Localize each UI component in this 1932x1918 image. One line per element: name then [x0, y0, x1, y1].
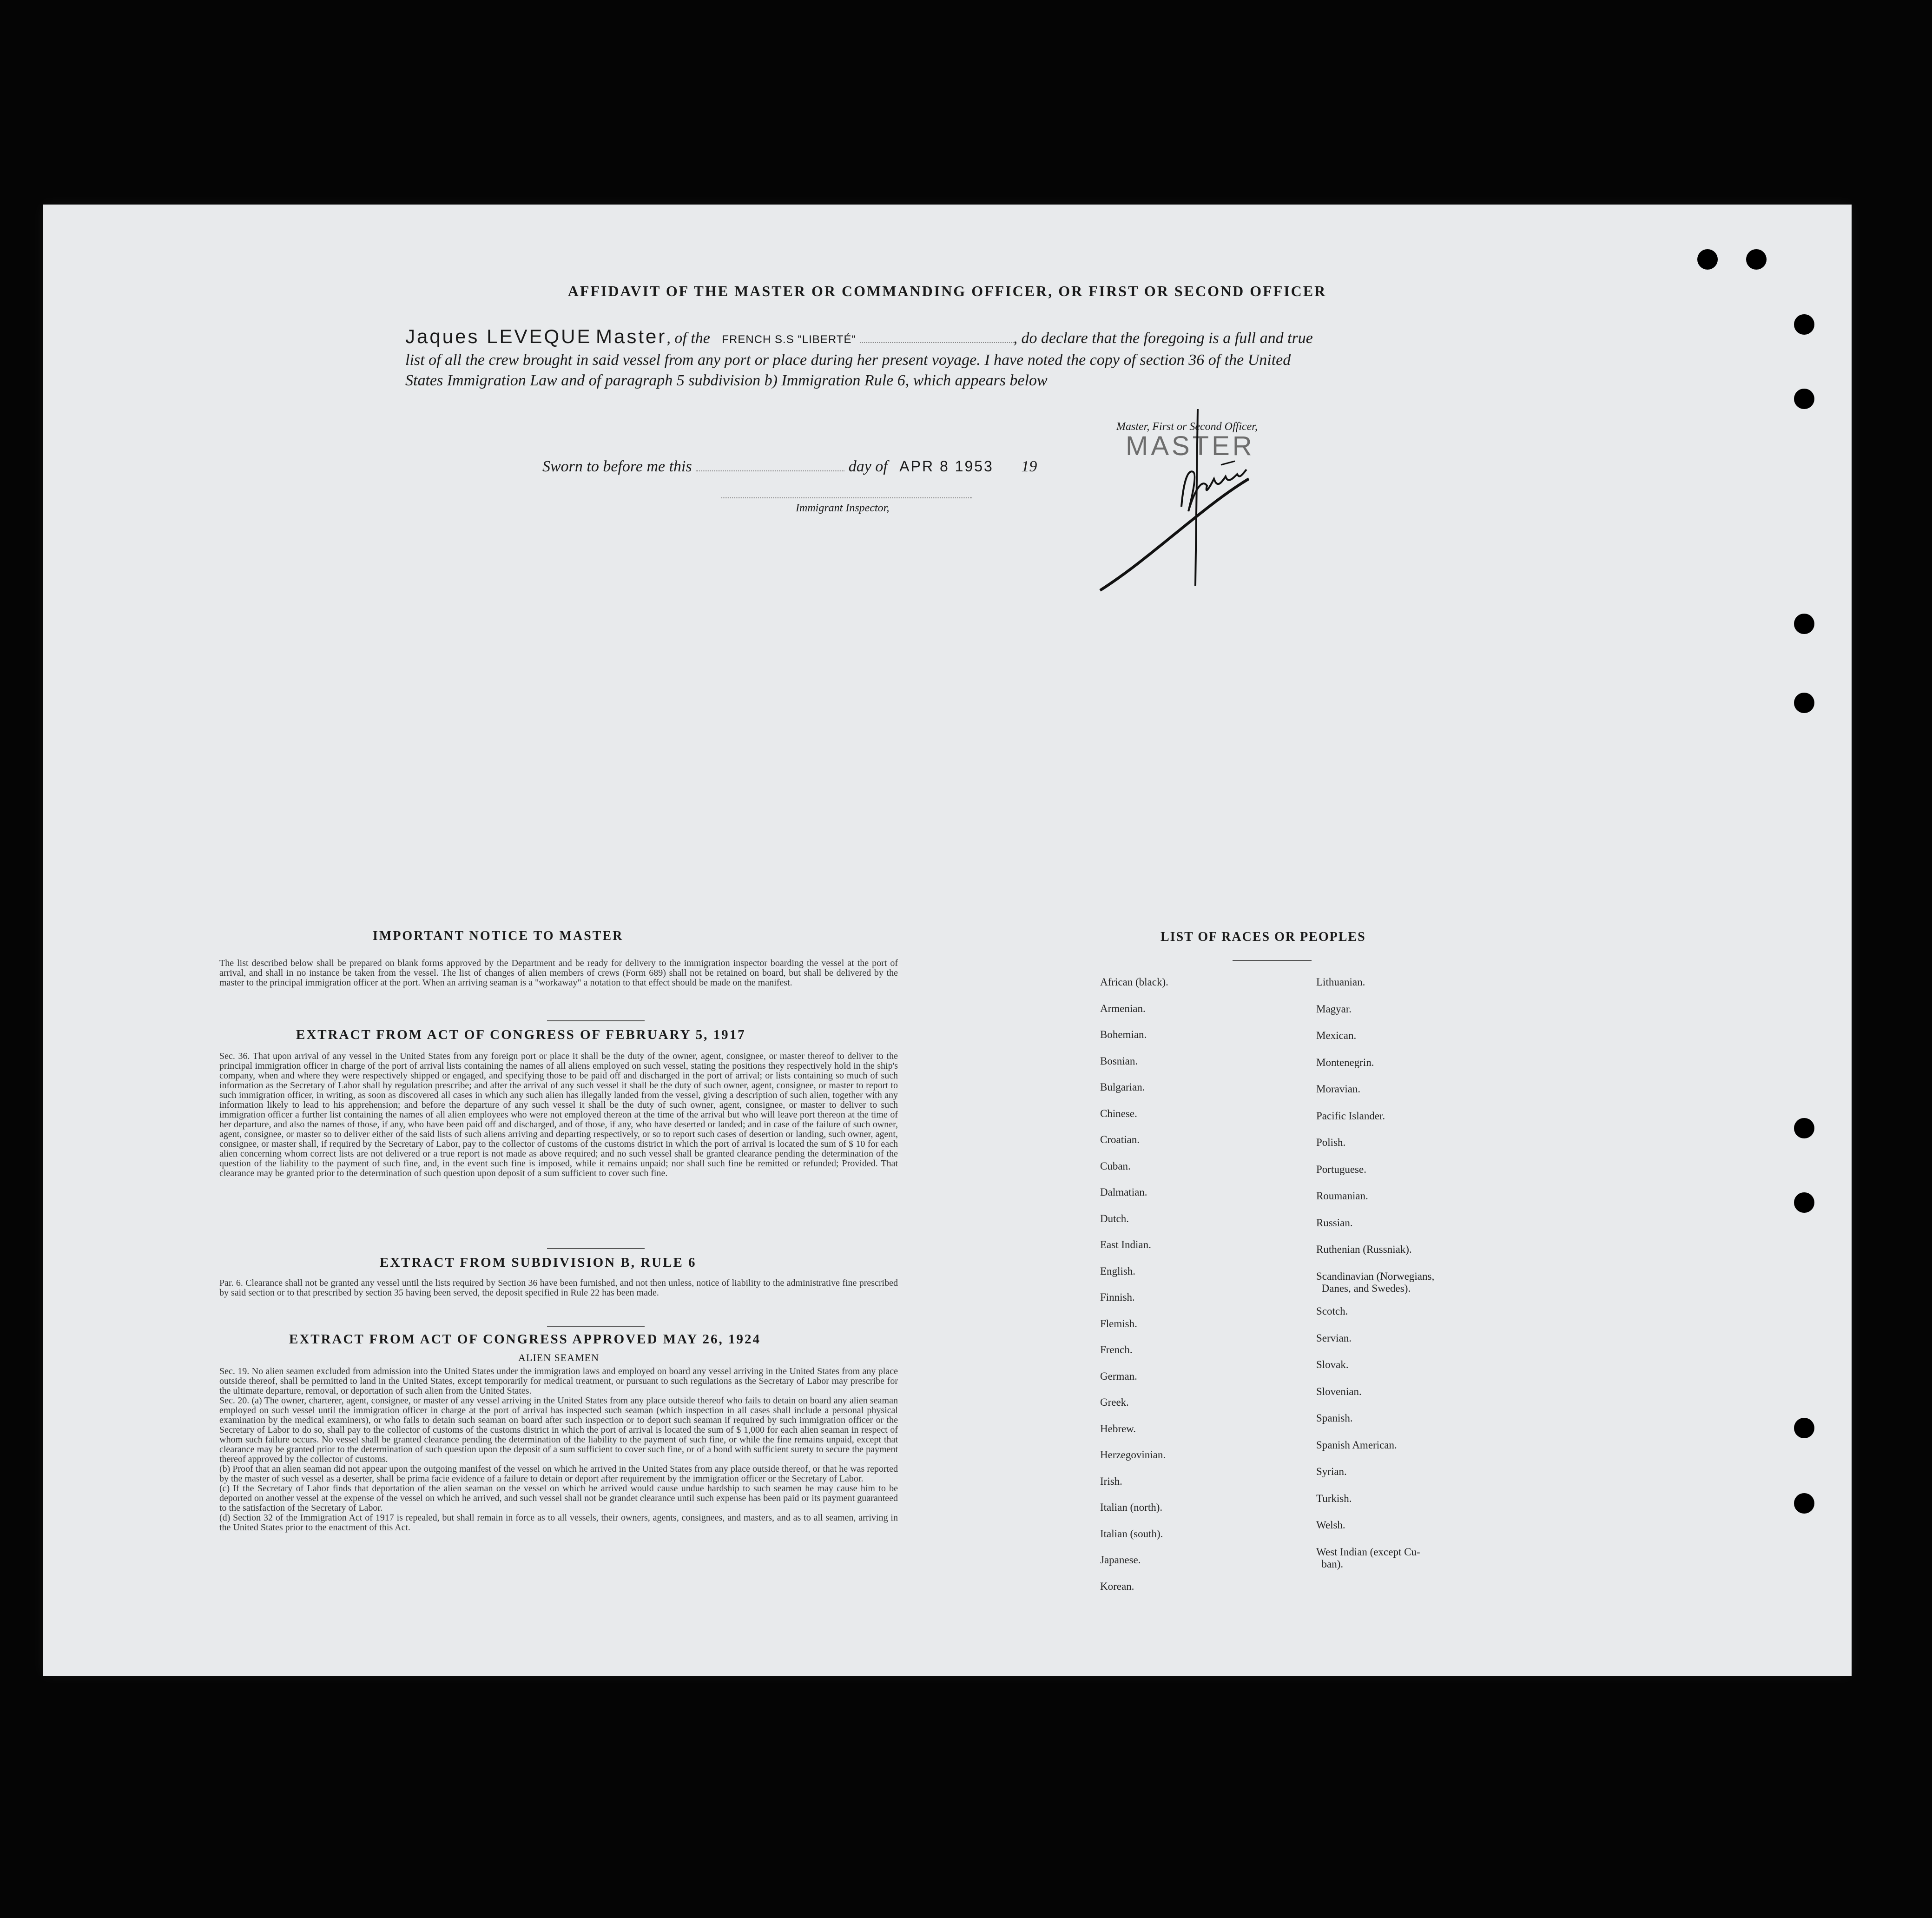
sworn-prefix: Sworn to before me this	[542, 458, 692, 475]
race-item: Scandinavian (Norwegians, Danes, and Swedes).	[1316, 1270, 1435, 1294]
divider	[547, 1248, 645, 1249]
divider	[547, 1020, 645, 1021]
race-item: Bohemian.	[1100, 1029, 1147, 1040]
inspector-label: Immigrant Inspector,	[796, 502, 890, 514]
race-item: Magyar.	[1316, 1003, 1352, 1015]
race-item: Mexican.	[1316, 1030, 1357, 1041]
year-prefix: 19	[1021, 458, 1037, 475]
section-paragraph: (c) If the Secretary of Labor finds that deportation of the alien seaman on the vessel on which he arrived would cause undue hardship to such seamen he may cause him to be deported on another vessel at the expense of the vessel on which he arrived, and such vessel shall not be grandet clearance until such expense has been paid or its payment guaranteed to the satisfaction of the Secretary of Labor.	[219, 1483, 898, 1513]
race-item: Welsh.	[1316, 1519, 1345, 1531]
alien-seamen-subtitle: ALIEN SEAMEN	[518, 1352, 599, 1363]
races-title: LIST OF RACES OR PEOPLES	[1161, 930, 1366, 944]
race-item: East Indian.	[1100, 1239, 1151, 1250]
race-item: Chinese.	[1100, 1107, 1137, 1119]
race-item: Moravian.	[1316, 1083, 1361, 1095]
punch-hole	[1794, 1493, 1814, 1514]
race-item: Portuguese.	[1316, 1163, 1366, 1175]
race-item: German.	[1100, 1370, 1137, 1382]
punch-hole	[1794, 693, 1814, 713]
sworn-date: APR 8 1953	[899, 458, 994, 475]
race-item: African (black).	[1100, 976, 1168, 988]
race-item: Croatian.	[1100, 1134, 1140, 1145]
section-paragraph: (d) Section 32 of the Immigration Act of 1917 is repealed, but shall remain in force as to all vessels, their owners, agents, consignees, and masters, and as to all seamen, arriving in the United States prior to the enactment of this Act.	[219, 1513, 898, 1533]
race-item: Montenegrin.	[1316, 1056, 1374, 1068]
race-item: Turkish.	[1316, 1492, 1352, 1504]
race-item: Bosnian.	[1100, 1055, 1138, 1067]
race-item: Spanish.	[1316, 1412, 1353, 1424]
race-item: Italian (north).	[1100, 1501, 1163, 1513]
race-item: Ruthenian (Russniak).	[1316, 1243, 1412, 1255]
race-item: Irish.	[1100, 1475, 1122, 1487]
divider	[1233, 960, 1312, 961]
officer-label: Master, First or Second Officer,	[1116, 421, 1258, 433]
race-item: French.	[1100, 1344, 1133, 1356]
vessel-name: FRENCH S.S "LIBERTÉ"	[722, 333, 857, 346]
extract-1924-title: EXTRACT FROM ACT OF CONGRESS APPROVED MAY 26, 1924	[289, 1332, 761, 1347]
rule6-title: EXTRACT FROM SUBDIVISION B, RULE 6	[380, 1255, 697, 1270]
race-item: Greek.	[1100, 1396, 1129, 1408]
sworn-line	[542, 458, 1037, 476]
day-of-label: day of	[848, 458, 888, 475]
inspector-signature-line	[721, 497, 972, 498]
affidavit-declaration	[405, 326, 1316, 391]
race-item: Herzegovinian.	[1100, 1449, 1166, 1461]
punch-hole	[1794, 614, 1814, 634]
race-item: Cuban.	[1100, 1160, 1131, 1172]
notice-text: The list described below shall be prepared on blank forms approved by the Department and be ready for delivery to the immigration inspector boarding the vessel at the port of arrival, and shall in no instance be taken from the vessel. The list of changes of alien members of crews (Form 689) shall not be retained on board, but shall be delivered by the master to the principal immigration officer at the port. When an arriving seaman is a "workaway" a notation to that effect should be made on the manifest.	[219, 958, 898, 988]
race-item: Roumanian.	[1316, 1190, 1368, 1202]
master-signature	[1095, 409, 1309, 614]
race-item: Slovenian.	[1316, 1385, 1362, 1397]
punch-hole	[1794, 314, 1814, 335]
race-item: Slovak.	[1316, 1359, 1349, 1370]
extract-1917-title: EXTRACT FROM ACT OF CONGRESS OF FEBRUARY 5, 1917	[296, 1027, 746, 1042]
notice-title: IMPORTANT NOTICE TO MASTER	[373, 929, 624, 943]
race-item: Lithuanian.	[1316, 976, 1365, 988]
race-item: Italian (south).	[1100, 1528, 1163, 1540]
race-item: Armenian.	[1100, 1002, 1146, 1014]
punch-hole	[1794, 1418, 1814, 1438]
race-item: Dalmatian.	[1100, 1186, 1147, 1198]
race-item: Hebrew.	[1100, 1422, 1136, 1435]
race-item: Bulgarian.	[1100, 1081, 1145, 1093]
race-item: Pacific Islander.	[1316, 1110, 1385, 1122]
race-item: Polish.	[1316, 1137, 1346, 1148]
extract-1924-text	[219, 1367, 898, 1533]
rule6-text: Par. 6. Clearance shall not be granted any vessel until the lists required by Section 36 have been furnished, and not then unless, notice of liability to the administrative fine prescribed by said section or to that prescribed by section 35 having been served, the deposit specified in Rule 22 has been made.	[219, 1278, 898, 1298]
race-item: Syrian.	[1316, 1466, 1347, 1477]
punch-hole	[1794, 389, 1814, 409]
section-paragraph: Sec. 19. No alien seamen excluded from admission into the United States under the immigration laws and employed on board any vessel arriving in the United States from any place outside thereof, shall be permitted to land in the United States, except temporarily for medical treatment, or pursuant to such regulations as the Secretary of Labor may prescribe for the ultimate departure, removal, or deportation of such alien from the United States.	[219, 1366, 898, 1396]
do-declare-label: , do declare	[1013, 330, 1088, 347]
race-item: Spanish American.	[1316, 1439, 1397, 1451]
race-item: Japanese.	[1100, 1554, 1141, 1566]
race-item: Scotch.	[1316, 1305, 1348, 1317]
punch-hole	[1697, 249, 1718, 270]
punch-hole	[1746, 249, 1767, 270]
vessel-fill-line	[860, 330, 1014, 343]
sworn-day-fill	[696, 458, 844, 471]
section-paragraph: Sec. 20. (a) The owner, charterer, agent, consignee, or master of any vessel arriving in the United States from any place outside thereof who fails to detain on board any alien seaman employed on such vessel until the immigration officer in charge at the port of arrival has inspected such seaman (which inspection in all cases shall include a personal physical examination by the medical examiners), or who fails to detain such seaman on board after such inspection or to deport such seaman if required by such immigration officer or the Secretary of Labor to do so, shall pay to the collector of customs of the customs district in which the port of arrival is located the sum of $ 1,000 for each alien seaman in respect of whom such failure occurs. No vessel shall be granted clearance pending the determination of the liability to the payment of such fine, or while the fine remains unpaid, except that clearance may be granted prior to the determination of such question upon the deposit of a sum sufficient to cover such fine, or of a bond with sufficient surety to secure the payment thereof approved by the collector of customs.	[219, 1396, 898, 1464]
race-item: Flemish.	[1100, 1317, 1137, 1329]
punch-hole	[1794, 1192, 1814, 1213]
master-stamp: MASTER	[1126, 431, 1255, 461]
affidavit-title: AFFIDAVIT OF THE MASTER OR COMMANDING OFFICER, OR FIRST OR SECOND OFFICER	[567, 283, 1327, 299]
race-item: West Indian (except Cu- ban).	[1316, 1546, 1420, 1570]
declaration-text: that the foregoing is a full and true list of all the crew brought in said vessel from any port or place during her present voyage. I have noted the copy of section 36 of the United States Immigration Law and of paragraph 5 subdivision b) Immigration Rule 6, which appears below	[405, 330, 1313, 389]
race-item: Korean.	[1100, 1580, 1134, 1592]
race-item: Dutch.	[1100, 1212, 1129, 1224]
race-item: English.	[1100, 1265, 1136, 1277]
of-the-label: , of the	[666, 330, 710, 347]
master-rank: Master	[596, 325, 667, 347]
master-name: Jaques LEVEQUE	[405, 325, 592, 347]
section-paragraph: (b) Proof that an alien seaman did not appear upon the outgoing manifest of the vessel on which he arrived in the United States from any place outside thereof, or that he was reported by the master of such vessel as a deserter, shall be prima facie evidence of a failure to detain or deport after requirement by the immigration officer or the Secretary of Labor.	[219, 1464, 898, 1484]
race-item: Russian.	[1316, 1217, 1353, 1229]
punch-hole	[1794, 1118, 1814, 1138]
race-item: Finnish.	[1100, 1291, 1135, 1303]
manifest-sheet	[43, 205, 1852, 1676]
extract-1917-text: Sec. 36. That upon arrival of any vessel in the United States from any foreign port or place it shall be the duty of the owner, agent, consignee, or master thereof to deliver to the principal immigration officer in charge of the port of arrival lists containing the names of all aliens employed on such vessel, stating the positions they respectively hold in the ship's company, when and where they were respectively shipped or engaged, and specifying those to be paid off and discharged in the port of arrival; or lists containing so much of such information as the Secretary of Labor shall by regulation prescribe; and after the arrival of any such vessel it shall be the duty of such owner, agent, consignee, or master to report to such immigration officer, in writing, as soon as discovered all cases in which any such alien has illegally landed from the vessel, giving a description of such alien, together with any information likely to lead to his apprehension; and before the departure of any such vessel it shall be the duty of such owner, agent, consignee, or master to deliver to such immigration officer a further list containing the names of all alien employees who were not employed thereon at the time of the arrival but who will leave port thereon at the time of her departure, and also the names of those, if any, who have been paid off and discharged, and of those, if any, who have deserted or landed; and in case of the failure of such owner, agent, consignee, or master so to deliver either of the said lists of such aliens arriving and departing respectively, or so to report such cases of desertion or landing, such owner, agent, consignee, or master shall, if required by the Secretary of Labor, pay to the collector of customs of the customs district in which the port of arrival is located the sum of $ 10 for each alien concerning whom correct lists are not delivered or a true report is not made as above required; and no such vessel shall be granted clearance pending the determination of the question of the liability to the payment of such fine, and, in the event such fine is imposed, while it remains unpaid; nor shall such fine be remitted or refunded; Provided. That clearance may be granted prior to the determination of such question upon deposit of a sum sufficient to cover such fine.	[219, 1051, 898, 1178]
race-item: Servian.	[1316, 1332, 1352, 1344]
divider	[547, 1326, 645, 1327]
